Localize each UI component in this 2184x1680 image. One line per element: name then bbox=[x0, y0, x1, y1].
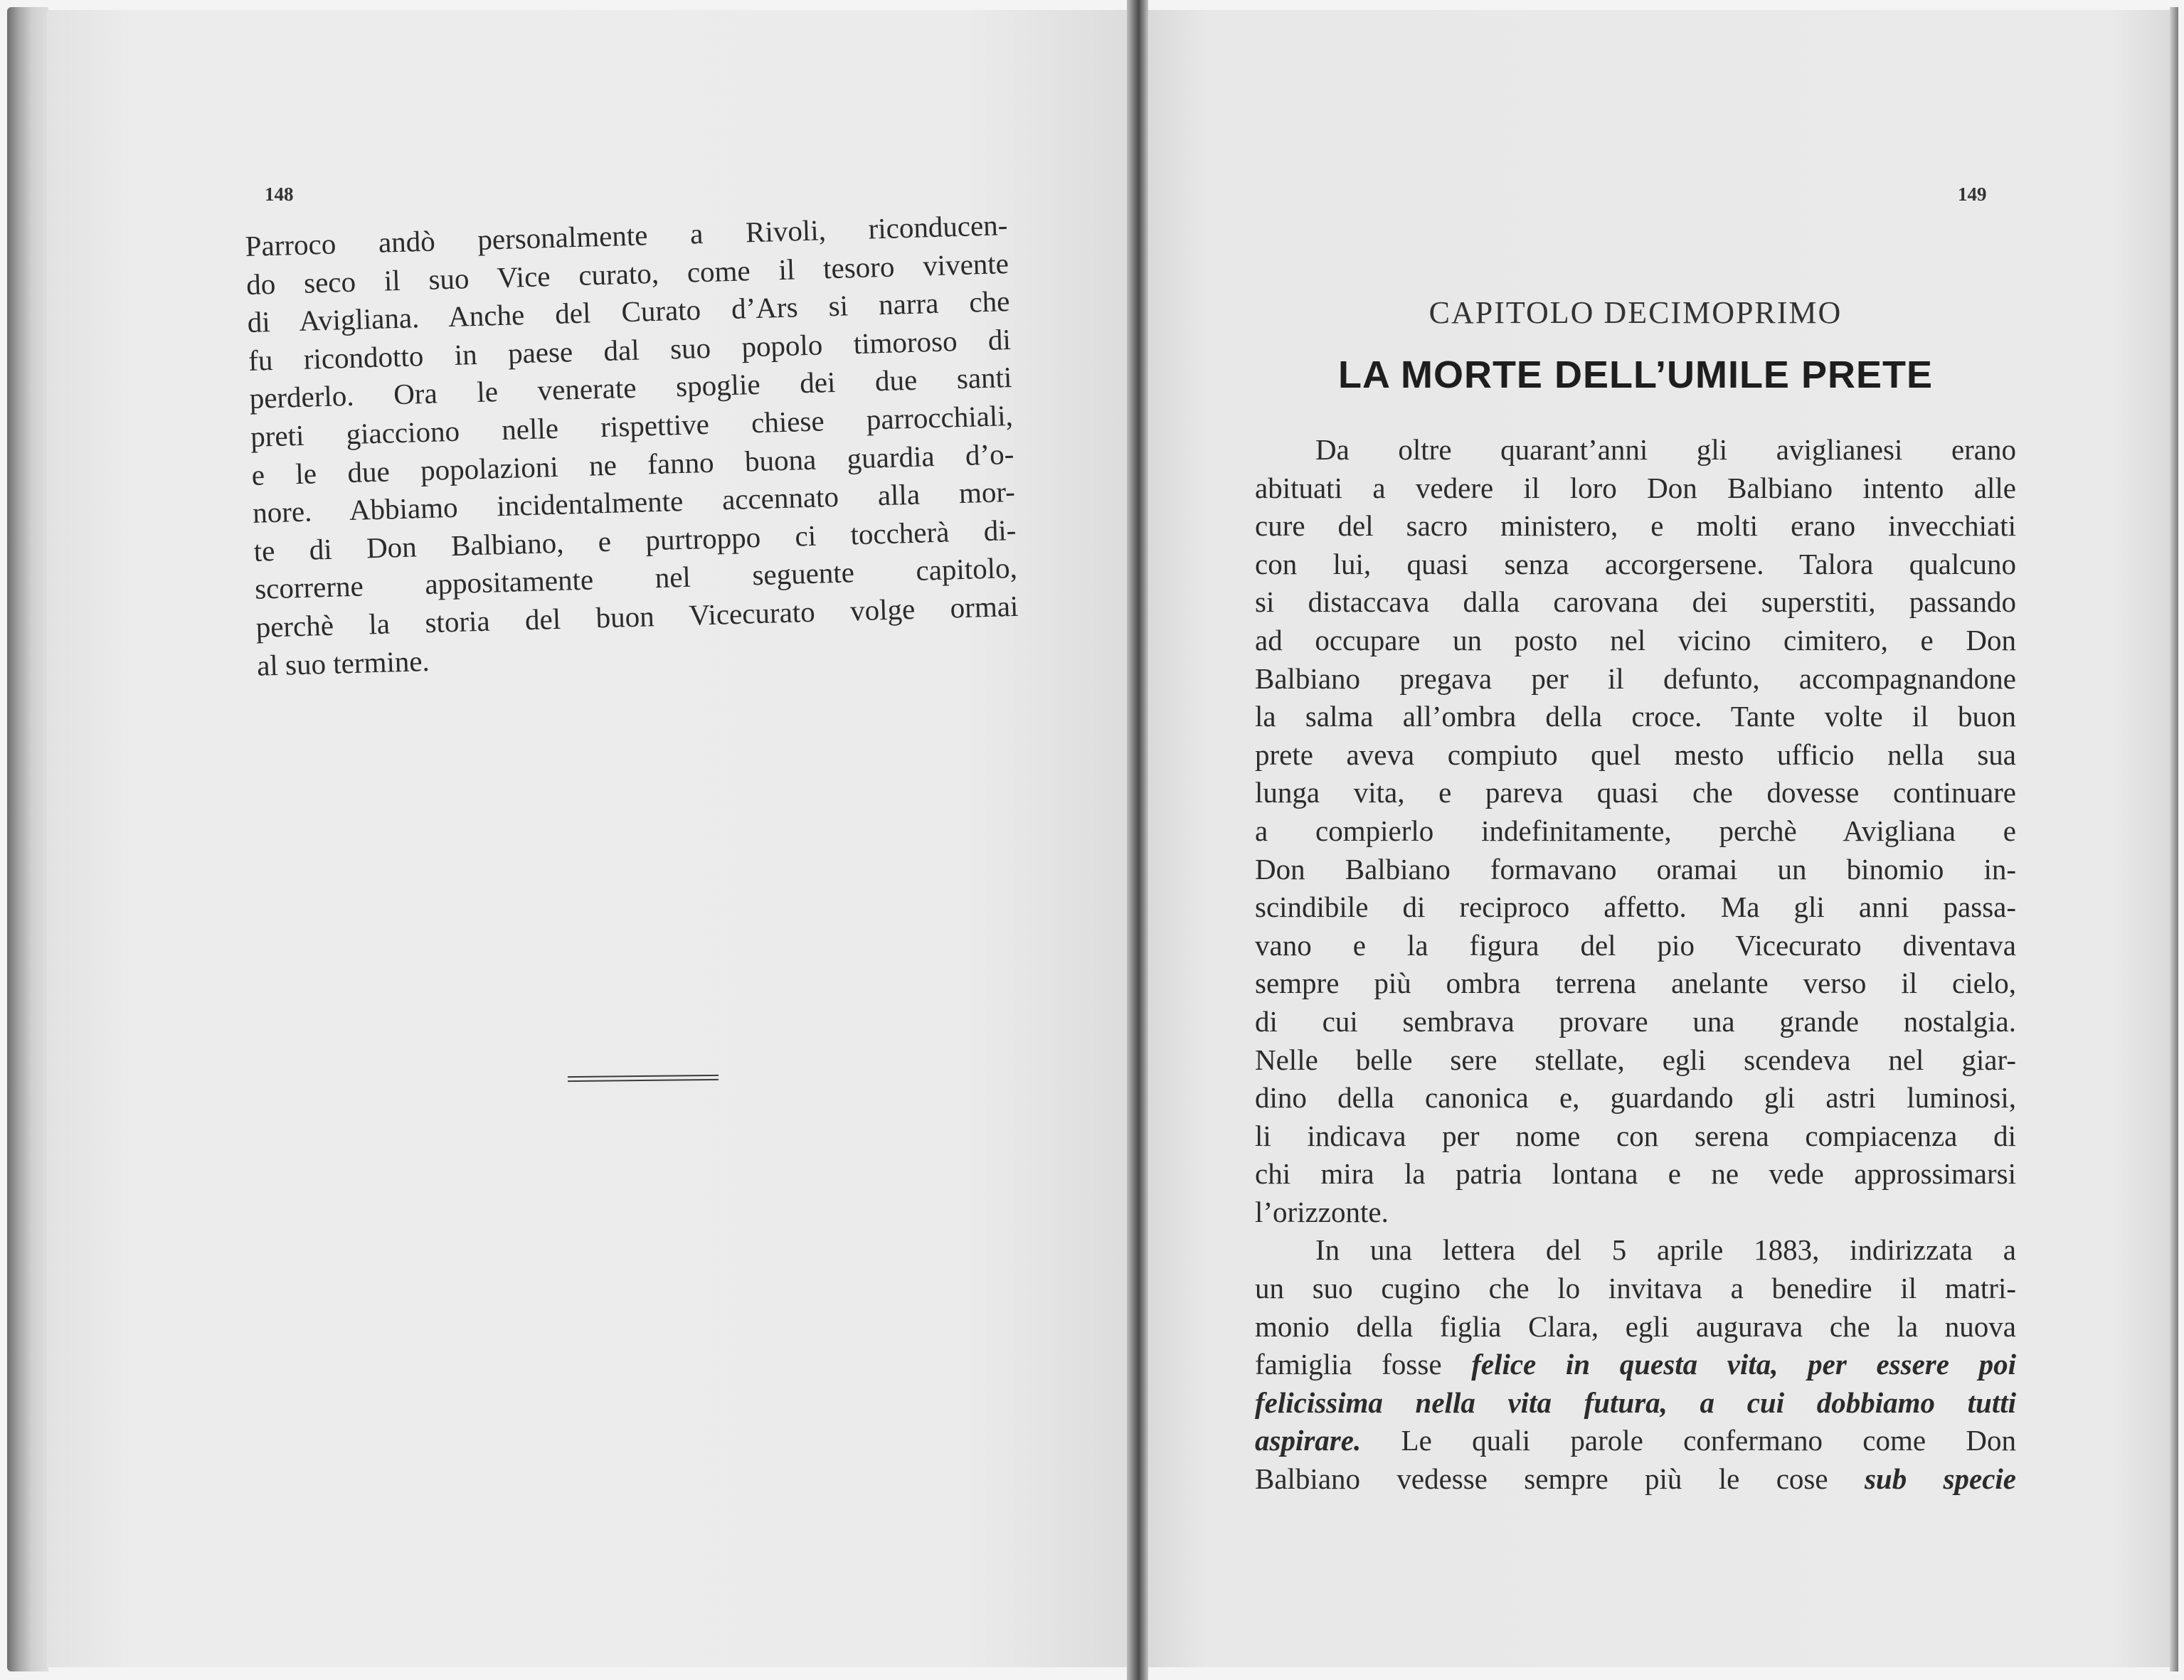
text-line: scorrerne appositamente nel seguente capitolo, bbox=[254, 551, 1018, 606]
text-line: Nelle belle sere stellate, egli scendeva nel giar- bbox=[1255, 1043, 2016, 1076]
text-line: do seco il suo Vice curato, come il tesoro vivente bbox=[245, 246, 1009, 301]
text-line: preti giacciono nelle rispettive chiese parrocchiali, bbox=[250, 398, 1014, 453]
text-line: ad occupare un posto nel vicino cimitero, e Don bbox=[1255, 623, 2016, 656]
text-line: perchè la storia del buon Vicecurato volge ormai bbox=[255, 589, 1019, 644]
book-edge-left bbox=[7, 7, 48, 1671]
text-line: fu ricondotto in paese dal suo popolo timoroso di bbox=[248, 322, 1012, 377]
text-line: vano e la figura del pio Vicecurato diventava bbox=[1255, 928, 2016, 962]
text-line: sempre più ombra terrena anelante verso il cielo, bbox=[1255, 967, 2016, 1000]
text-line: Balbiano pregava per il defunto, accompagnandone bbox=[1255, 661, 2016, 695]
text-line: prete aveva compiuto quel mesto ufficio nella sua bbox=[1255, 738, 2016, 771]
text-line: abituati a vedere il loro Don Balbiano intento alle bbox=[1255, 471, 2016, 504]
italic-run: felicissima nella vita futura, a cui dobbiamo tutti bbox=[1255, 1386, 2016, 1419]
book-gutter bbox=[1127, 0, 1148, 1680]
text-line: l’orizzonte. bbox=[1255, 1195, 1389, 1228]
text-line-italic bbox=[1255, 1384, 2016, 1423]
text-line: li indicava per nome con serena compiacenza di bbox=[1255, 1119, 2016, 1152]
text-line: monio della figlia Clara, egli augurava che la nuova bbox=[1255, 1309, 2016, 1343]
right-page-text bbox=[1255, 431, 2016, 1499]
chapter-label: CAPITOLO DECIMOPRIMO bbox=[1428, 295, 1843, 330]
page-number-left: 148 bbox=[265, 184, 294, 205]
text-line: di Avigliana. Anche del Curato d’Ars si narra che bbox=[247, 285, 1010, 339]
text-line: Parroco andò personalmente a Rivoli, riconducen- bbox=[245, 208, 1008, 262]
text-line-mixed bbox=[1255, 1460, 2016, 1499]
italic-run: sub specie bbox=[1864, 1462, 2016, 1496]
text-line-mixed bbox=[1255, 1422, 2016, 1460]
text-line: Da oltre quarant’anni gli aviglianesi erano bbox=[1315, 433, 2016, 466]
text-line: te di Don Balbiano, e purtroppo ci toccherà di- bbox=[253, 513, 1017, 568]
text-line: di cui sembrava provare una grande nostalgia. bbox=[1255, 1004, 2016, 1038]
text-line: scindibile di reciproco affetto. Ma gli anni passa- bbox=[1255, 890, 2016, 924]
text-line: perderlo. Ora le venerate spoglie dei due santi bbox=[249, 361, 1012, 415]
text-line: lunga vita, e pareva quasi che dovesse continuare bbox=[1255, 776, 2016, 809]
text-run: famiglia fosse bbox=[1255, 1348, 1472, 1381]
text-line: nore. Abbiamo incidentalmente accennato alla mor- bbox=[252, 475, 1016, 529]
text-line: chi mira la patria lontana e ne vede approssimarsi bbox=[1255, 1157, 2016, 1191]
page-number-right: 149 bbox=[1958, 184, 1987, 205]
text-run: Balbiano vedesse sempre più le cose bbox=[1255, 1462, 1865, 1496]
text-line: un suo cugino che lo invitava a benedire il matri- bbox=[1255, 1272, 2016, 1305]
chapter-title: LA MORTE DELL’UMILE PRETE bbox=[1337, 353, 1933, 396]
text-line: In una lettera del 5 aprile 1883, indirizzata a bbox=[1315, 1233, 2016, 1267]
text-line: con lui, quasi senza accorgersene. Talora qualcuno bbox=[1255, 547, 2016, 580]
text-line: cure del sacro ministero, e molti erano invecchiati bbox=[1255, 509, 2016, 543]
book-edge-right bbox=[2170, 7, 2178, 1671]
text-line: la salma all’ombra della croce. Tante volte il buon bbox=[1255, 700, 2016, 733]
text-line: al suo termine. bbox=[256, 644, 430, 682]
text-line: Don Balbiano formavano oramai un binomio in- bbox=[1255, 852, 2016, 886]
text-line: dino della canonica e, guardando gli astri luminosi, bbox=[1255, 1081, 2016, 1115]
italic-run: aspirare. bbox=[1255, 1424, 1362, 1457]
italic-run: felice in questa vita, per essere poi bbox=[1471, 1348, 2016, 1381]
text-line: e le due popolazioni ne fanno buona guardia d’o- bbox=[251, 437, 1014, 491]
text-line: si distaccava dalla carovana dei superstiti, passando bbox=[1255, 585, 2016, 619]
text-line-mixed bbox=[1255, 1346, 2016, 1384]
left-page-text bbox=[245, 206, 1020, 685]
text-run: Le quali parole confermano come Don bbox=[1361, 1424, 2016, 1457]
text-line: a compierlo indefinitamente, perchè Avigliana e bbox=[1255, 814, 2016, 847]
